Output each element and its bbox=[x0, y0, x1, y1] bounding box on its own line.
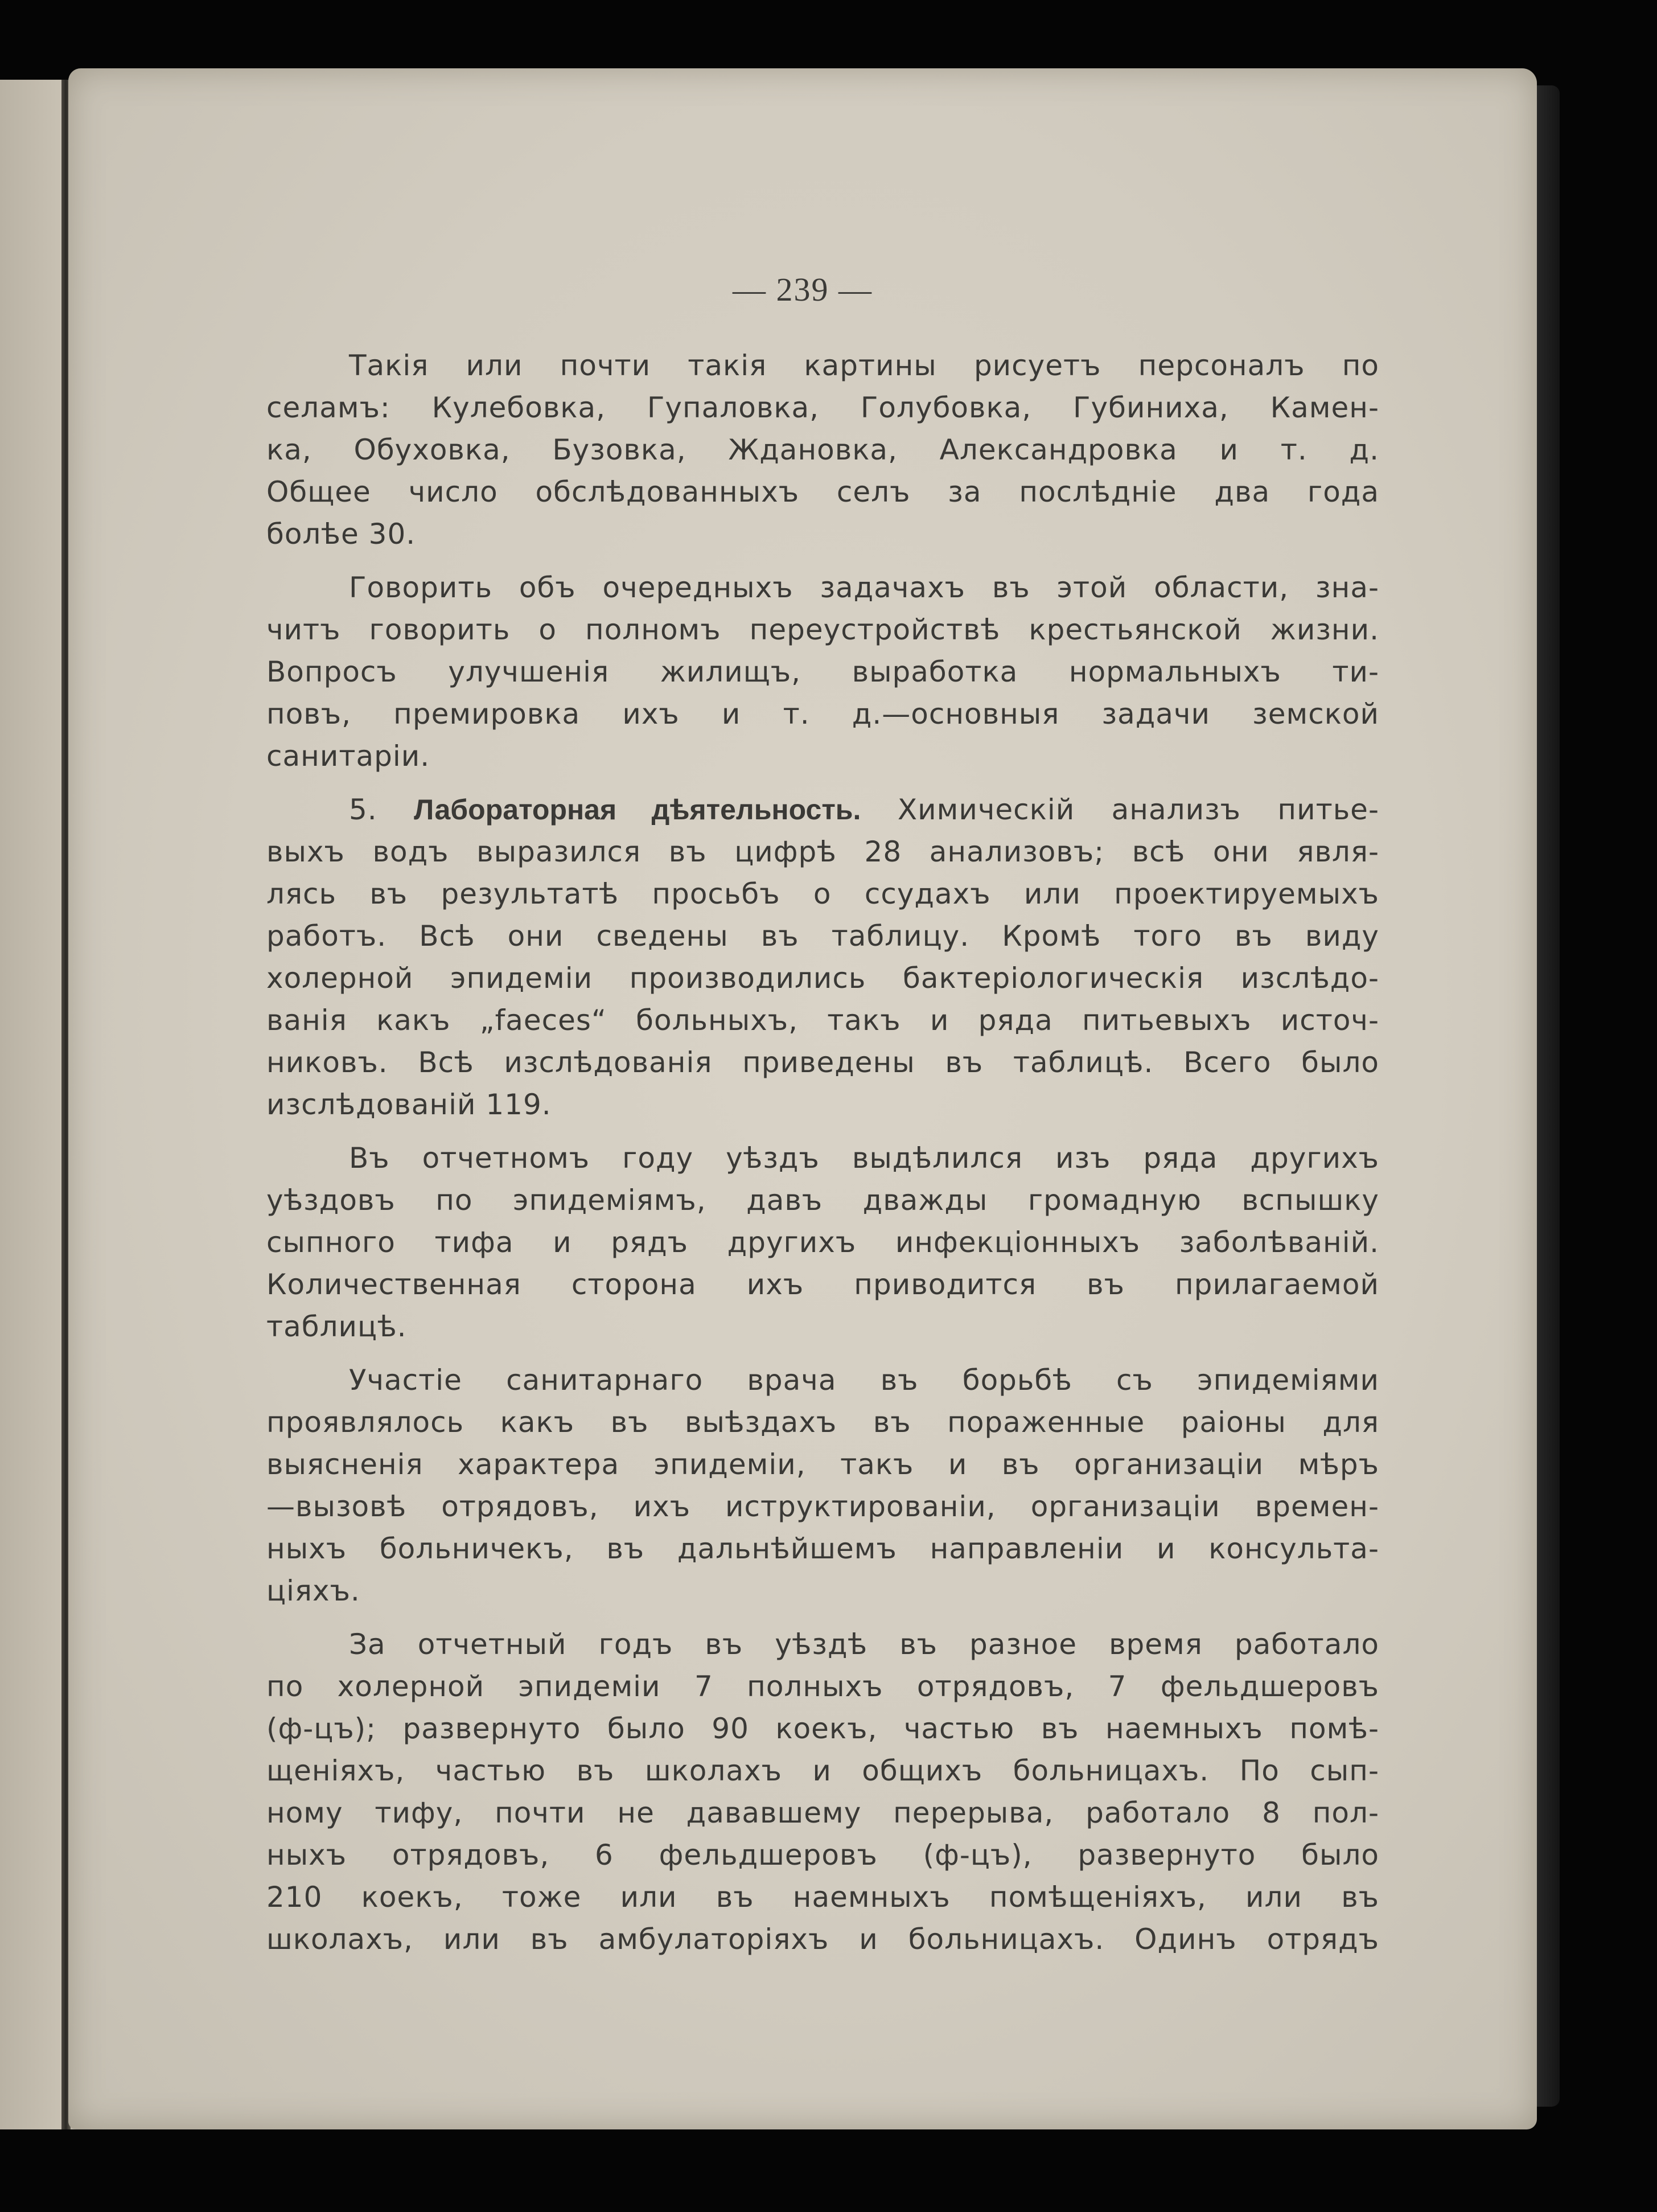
text-line: холерной эпидеміи производились бактеріологическія изслѣдо- bbox=[266, 962, 1379, 995]
text-line: Говорить объ очередныхъ задачахъ въ этой области, зна- bbox=[349, 571, 1379, 604]
text-line: Въ отчетномъ году уѣздъ выдѣлился изъ ряда другихъ bbox=[349, 1142, 1379, 1175]
heading-line-rest: Химическій анализъ питье- bbox=[897, 793, 1379, 826]
text-line: выхъ водъ выразился въ цифрѣ 28 анализовъ; всѣ они явля- bbox=[266, 835, 1379, 868]
text-line: Вопросъ улучшенія жилищъ, выработка нормальныхъ ти- bbox=[266, 655, 1379, 688]
paragraph-laboratory bbox=[266, 789, 1379, 1126]
text-line: —вызовѣ отрядовъ, ихъ иструктированіи, организаціи времен- bbox=[266, 1490, 1379, 1523]
text-line: ванія какъ „faeces“ больныхъ, такъ и ряда питьевыхъ источ- bbox=[266, 1004, 1379, 1037]
paragraph-5 bbox=[266, 1359, 1379, 1612]
text-line: ныхъ отрядовъ, 6 фельдшеровъ (ф-цъ), развернуто было bbox=[266, 1838, 1379, 1872]
page-text bbox=[266, 344, 1379, 1972]
paragraph-2 bbox=[266, 567, 1379, 777]
paragraph-6 bbox=[266, 1623, 1379, 1960]
text-line: За отчетный годъ въ уѣздѣ въ разное время работало bbox=[349, 1628, 1379, 1661]
text-line: изслѣдованій 119. bbox=[266, 1088, 552, 1121]
text-line: повъ, премировка ихъ и т. д.—основныя задачи земской bbox=[266, 697, 1379, 731]
book-page bbox=[68, 68, 1537, 2129]
text-line: (ф-цъ); развернуто было 90 коекъ, частью въ наемныхъ помѣ- bbox=[266, 1712, 1379, 1745]
text-line: щеніяхъ, частью въ школахъ и общихъ больницахъ. По сып- bbox=[266, 1754, 1379, 1787]
section-number: 5. bbox=[349, 793, 377, 826]
text-line: выясненія характера эпидеміи, такъ и въ организаціи мѣръ bbox=[266, 1448, 1379, 1481]
text-line: проявлялось какъ въ выѣздахъ въ пораженные раіоны для bbox=[266, 1406, 1379, 1439]
text-line: Количественная сторона ихъ приводится въ прилагаемой bbox=[266, 1268, 1379, 1301]
text-line: по холерной эпидеміи 7 полныхъ отрядовъ, 7 фельдшеровъ bbox=[266, 1670, 1379, 1703]
text-line: таблицѣ. bbox=[266, 1310, 407, 1343]
text-line: никовъ. Всѣ изслѣдованія приведены въ таблицѣ. Всего было bbox=[266, 1046, 1379, 1079]
paragraph-1 bbox=[266, 344, 1379, 555]
text-line: болѣе 30. bbox=[266, 518, 416, 551]
text-line-heading bbox=[266, 789, 1379, 831]
text-line: ныхъ больничекъ, въ дальнѣйшемъ направленіи и консульта- bbox=[266, 1532, 1379, 1565]
text-line: селамъ: Кулебовка, Гупаловка, Голубовка, Губиниха, Камен- bbox=[266, 391, 1379, 424]
text-line: ному тифу, почти не дававшему перерыва, работало 8 пол- bbox=[266, 1796, 1379, 1829]
paragraph-4 bbox=[266, 1137, 1379, 1348]
text-line: работъ. Всѣ они сведены въ таблицу. Кромѣ того въ виду bbox=[266, 920, 1379, 953]
text-line: сыпного тифа и рядъ другихъ инфекціонныхъ заболѣваній. bbox=[266, 1226, 1379, 1259]
text-line: уѣздовъ по эпидеміямъ, давъ дважды громадную вспышку bbox=[266, 1184, 1379, 1217]
text-line: читъ говорить о полномъ переустройствѣ крестьянской жизни. bbox=[266, 613, 1379, 646]
text-line: Общее число обслѣдованныхъ селъ за послѣдніе два года bbox=[266, 475, 1379, 508]
text-line: лясь въ результатѣ просьбъ о ссудахъ или проектируемыхъ bbox=[266, 877, 1379, 910]
text-line: ціяхъ. bbox=[266, 1574, 360, 1607]
text-line: Такія или почти такія картины рисуетъ персоналъ по bbox=[349, 349, 1379, 382]
text-line: ка, Обуховка, Бузовка, Ждановка, Александровка и т. д. bbox=[266, 433, 1379, 466]
text-line: Участіе санитарнаго врача въ борьбѣ съ эпидеміями bbox=[349, 1364, 1379, 1397]
text-line: школахъ, или въ амбулаторіяхъ и больницахъ. Одинъ отрядъ bbox=[266, 1923, 1379, 1956]
text-line: санитаріи. bbox=[266, 740, 430, 773]
text-line: 210 коекъ, тоже или въ наемныхъ помѣщеніяхъ, или въ bbox=[266, 1881, 1379, 1914]
section-heading: Лабораторная дѣятельность. bbox=[414, 794, 861, 826]
page-number: — 239 — bbox=[733, 271, 873, 308]
